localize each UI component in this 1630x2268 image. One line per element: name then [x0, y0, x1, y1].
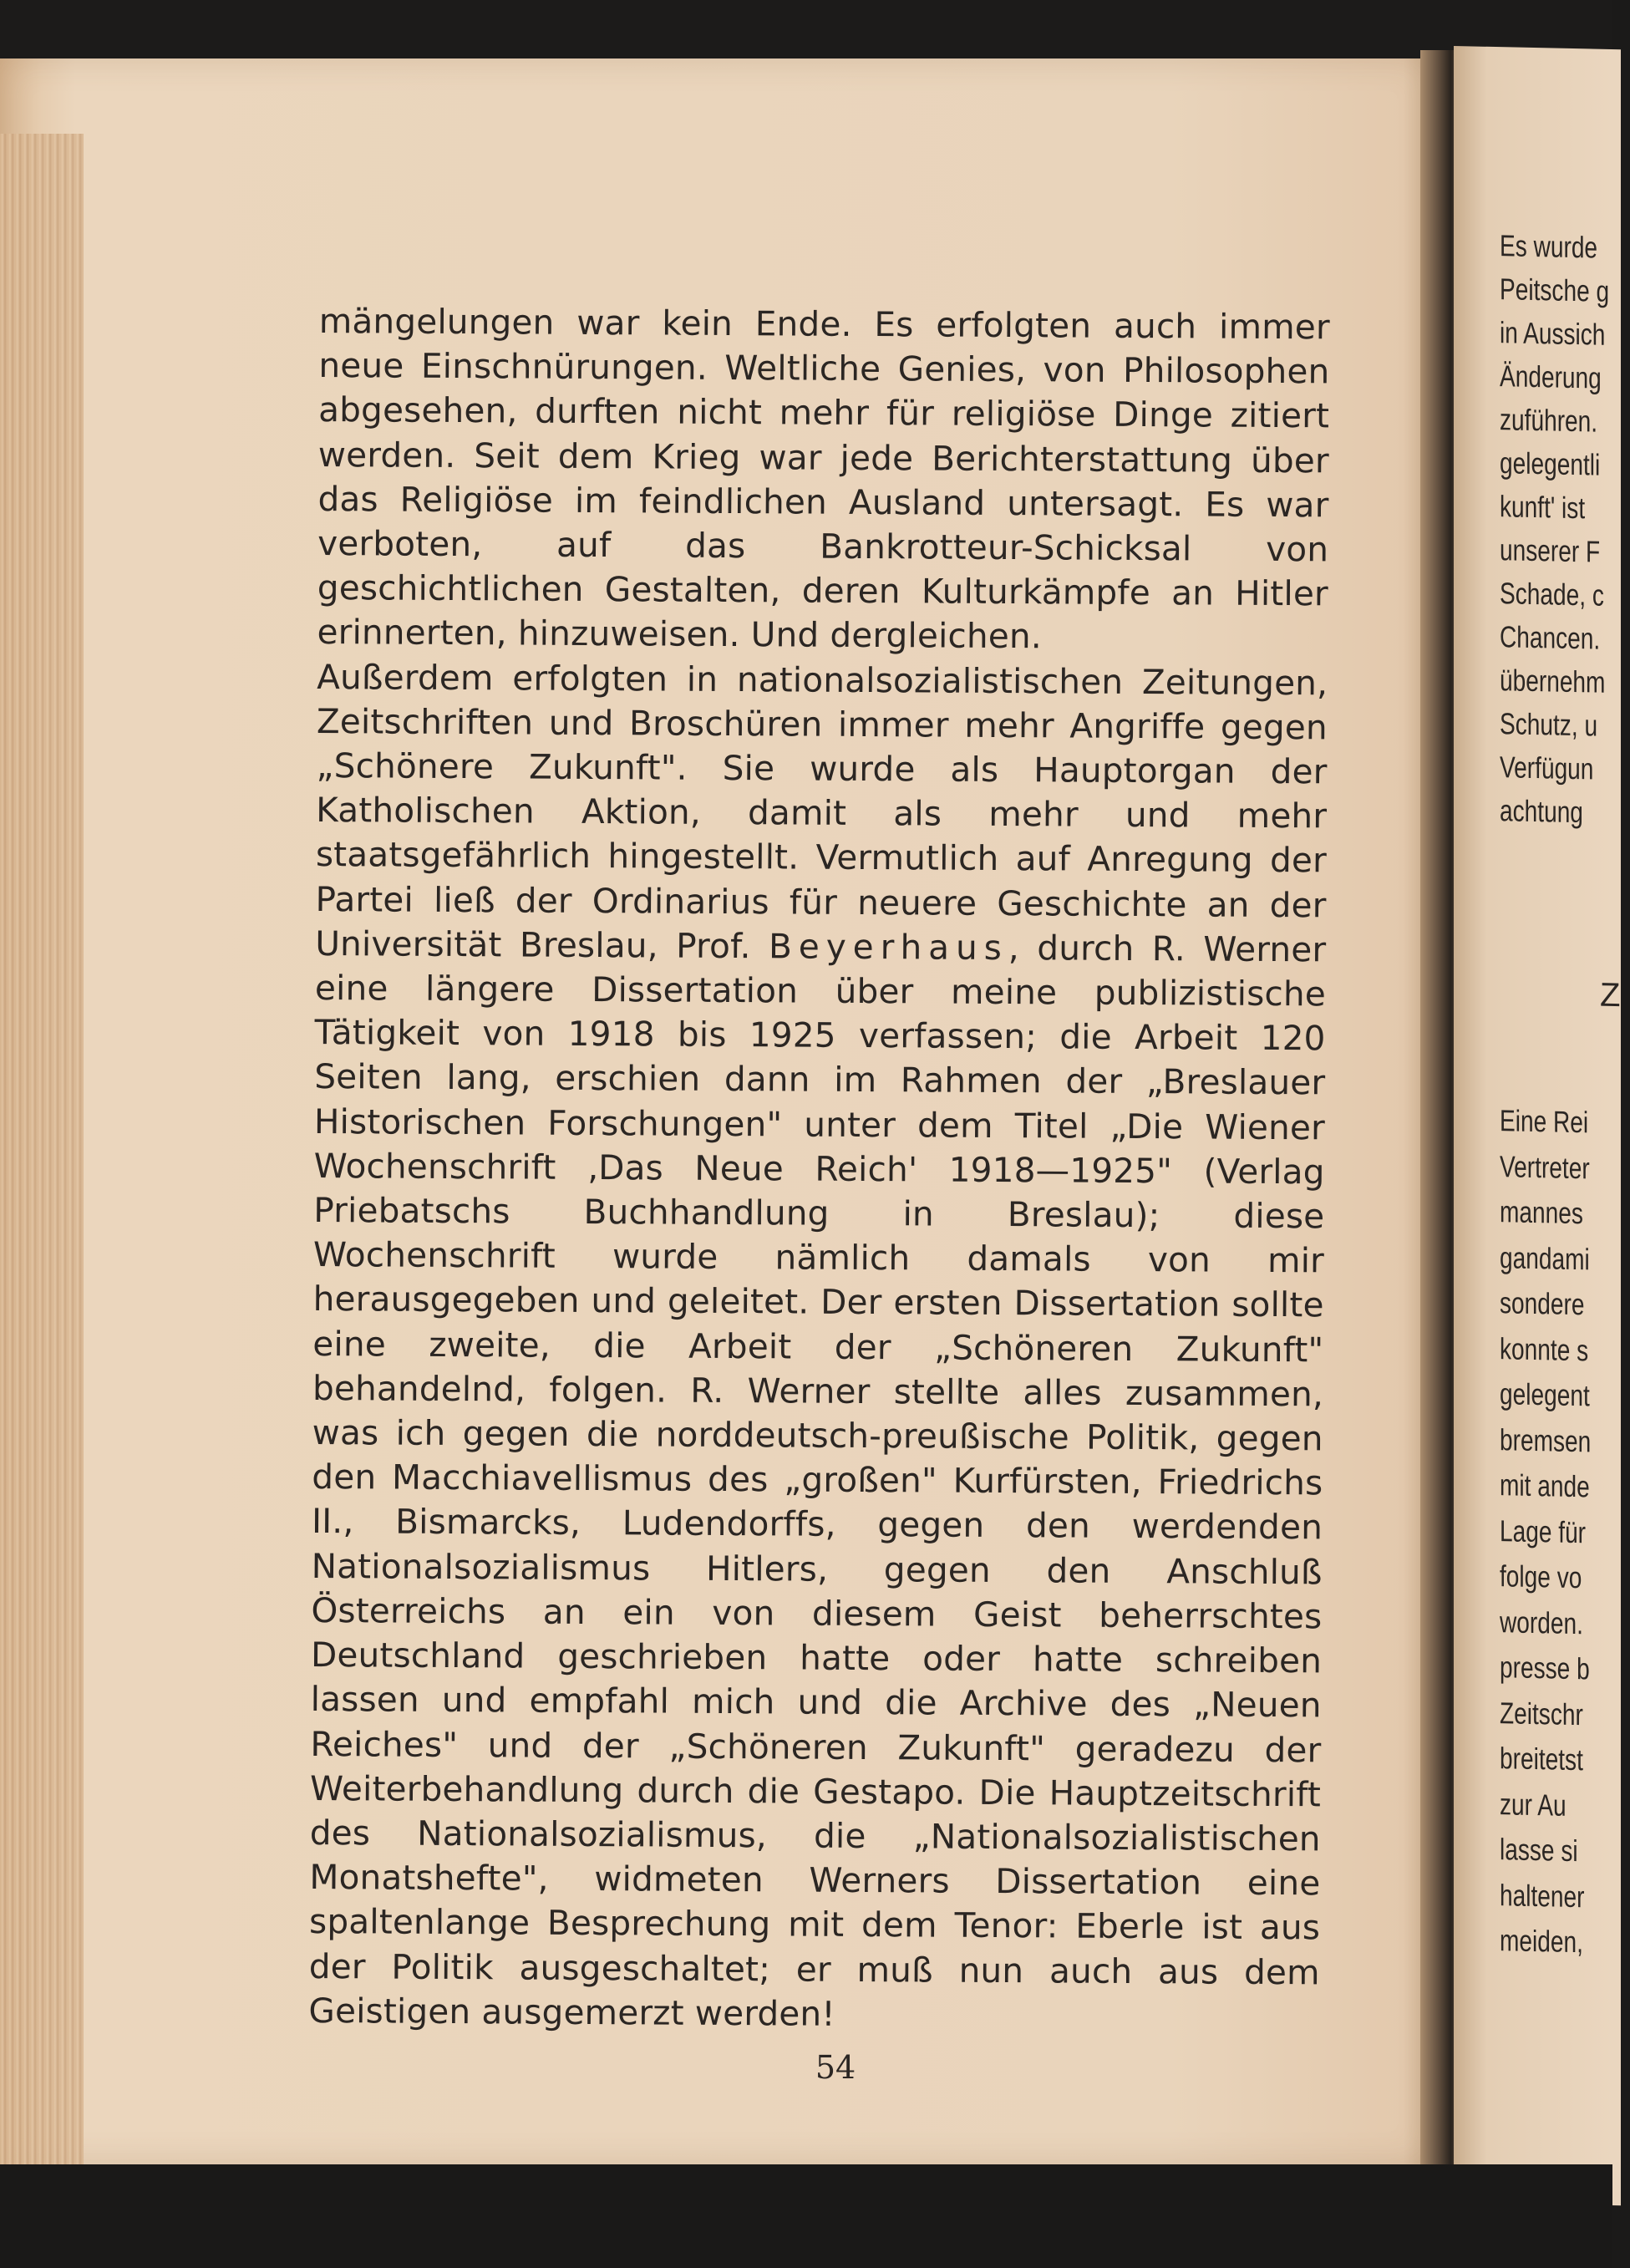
- professor-name: Beyerhaus: [768, 926, 1009, 968]
- right-page-heading-fragment: Z: [1600, 976, 1621, 1014]
- right-line: zur Au: [1500, 1786, 1567, 1823]
- right-line: Schutz, u: [1500, 706, 1598, 743]
- right-line: presse b: [1500, 1650, 1590, 1686]
- right-line: Änderung: [1500, 359, 1602, 395]
- right-line: Chancen.: [1500, 619, 1601, 656]
- right-line: bremsen: [1500, 1421, 1592, 1458]
- paragraph-2: [308, 655, 1328, 2040]
- right-line: Schade, c: [1500, 576, 1604, 613]
- right-line: Lage für: [1500, 1513, 1587, 1549]
- right-line: worden.: [1500, 1604, 1583, 1640]
- right-line: Eine Rei: [1500, 1103, 1589, 1140]
- left-page: [0, 58, 1430, 2164]
- right-line: meiden,: [1500, 1923, 1583, 1960]
- right-line: mit ande: [1500, 1467, 1590, 1504]
- right-line: gelegent: [1500, 1376, 1590, 1413]
- right-line: lasse si: [1500, 1832, 1578, 1869]
- paragraph-1: mängelungen war kein Ende. Es erfolgten auch immer neue Einschnürungen. Weltliche Genies, von Philosophen abgesehen, durften nicht mehr für religiöse Dinge zitiert werden. Seit dem Krieg war jede Berichterstattung über das Religiöse im feindlichen Ausland untersagt. Es war verboten, auf das Bankrotteur-Schicksal von geschichtlichen Gestalten, deren Kulturkämpfe an Hitler erinnerten, hinzuweisen. Und dergleichen.: [317, 300, 1330, 657]
- right-line: Verfügun: [1500, 750, 1594, 786]
- right-line: zuführen.: [1500, 402, 1598, 439]
- page-edges: [0, 134, 84, 2206]
- right-line: gelegentli: [1500, 445, 1601, 482]
- right-line: achtung: [1500, 793, 1583, 830]
- right-page: [1454, 46, 1621, 2205]
- right-page-upper-text: [1500, 224, 1630, 835]
- right-line: Es wurde: [1500, 228, 1598, 265]
- background-shadow: [0, 2164, 1612, 2268]
- right-line: in Aussich: [1500, 315, 1606, 352]
- right-line: folge vo: [1500, 1559, 1582, 1595]
- right-line: gandami: [1500, 1239, 1590, 1276]
- right-page-lower-text: [1500, 1098, 1630, 1966]
- paragraph-2-rest: , durch R. Werner eine längere Dissertation über meine publizistische Tätigkeit von 1918 bis 1925 verfassen; die Arbeit 120 Seiten lang, erschien dann im Rahmen der „Breslauer Historischen Forschungen" unter dem Titel „Die Wiener Wochenschrift ‚Das Neue Reich' 1918—1925" (Verlag Priebatschs Buchhandlung in Breslau); diese Wochenschrift wurde nämlich damals von mir herausgegeben und geleitet. Der ersten Dissertation sollte eine zweite, die Arbeit der „Schöneren Zukunft" behandelnd, folgen. R. Werner stellte alles zusammen, was ich gegen die norddeutsch-preußische Politik, gegen den Macchiavellismus des „großen" Kurfürsten, Friedrichs II., Bismarcks, Ludendorffs, gegen den werdenden Nationalsozialismus Hitlers, gegen den Anschluß Österreichs an ein von diesem Geist beherrschtes Deutschland geschrieben hatte oder hatte schreiben lassen und empfahl mich und die Archive des „Neuen Reiches" und der „Schöneren Zukunft" geradezu der Weiterbehandlung durch die Gestapo. Die Hauptzeitschrift des Nationalsozialismus, die „Nationalsozialistischen Monatshefte", widmeten Werners Dissertation eine spaltenlange Besprechung mit dem Tenor: Eberle ist aus der Politik ausgeschaltet; er muß nun auch aus dem Geistigen ausgemerzt werden!: [308, 927, 1327, 2034]
- right-line: haltener: [1500, 1877, 1585, 1914]
- paragraph-2-start: Außerdem erfolgten in nationalsozialistischen Zeitungen, Zeitschriften und Broschüren immer mehr Angriffe gegen „Schönere Zukunft". Sie wurde als Hauptorgan der Katholischen Aktion, damit als mehr und mehr staatsgefährlich hingestellt. Vermutlich auf Anregung der Partei ließ der Ordinarius für neuere Geschichte an der Universität Breslau, Prof.: [315, 656, 1328, 967]
- right-line: breitetst: [1500, 1741, 1583, 1777]
- right-line: Vertreter: [1500, 1148, 1590, 1185]
- right-line: kunft' ist: [1500, 489, 1586, 526]
- right-line: Zeitschr: [1500, 1695, 1583, 1732]
- right-line: sondere: [1500, 1285, 1585, 1322]
- right-line: unserer F: [1500, 532, 1601, 569]
- right-line: Peitsche g: [1500, 272, 1610, 308]
- right-line: übernehm: [1500, 663, 1606, 699]
- right-line: konnte s: [1500, 1330, 1589, 1367]
- left-page-text: [308, 299, 1330, 2039]
- right-line: mannes: [1500, 1194, 1583, 1231]
- page-number: 54: [815, 2049, 856, 2086]
